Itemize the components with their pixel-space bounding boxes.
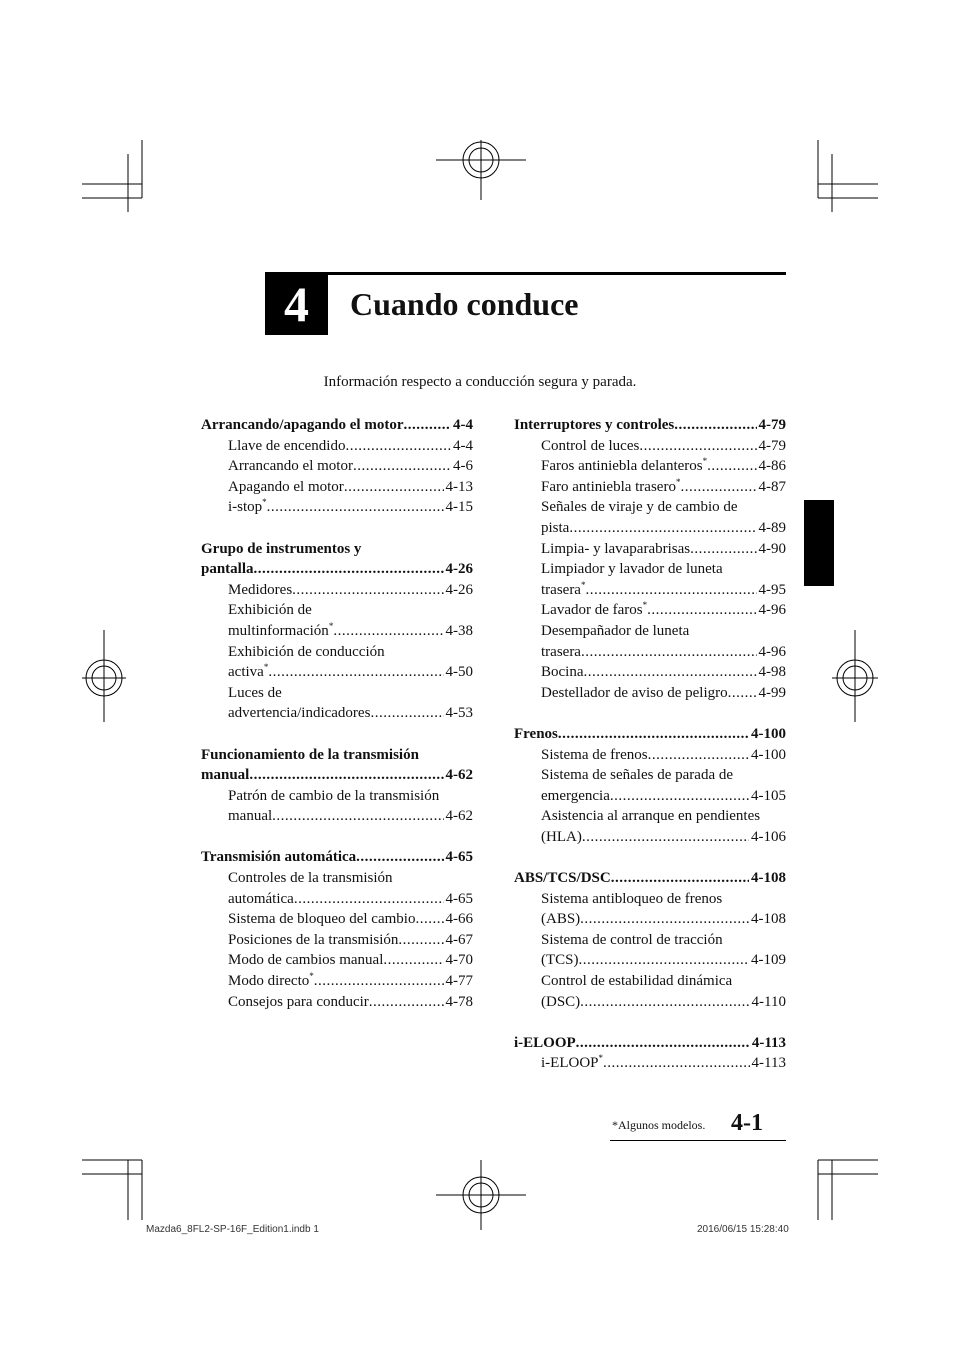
toc-entry-text: Arrancando el motor (228, 458, 353, 475)
toc-right-column (514, 415, 786, 1074)
toc-entry-text: pantalla (201, 561, 254, 578)
toc-page-ref: 4-95 (758, 581, 786, 598)
toc-dot-leader (611, 868, 749, 889)
toc-entry[interactable] (514, 436, 786, 457)
toc-dot-leader (580, 992, 749, 1013)
toc-entry-title (228, 580, 292, 601)
toc-entry-title (514, 868, 611, 889)
toc-entry-title (541, 539, 690, 560)
toc-entry-title (541, 600, 647, 621)
toc-entry-title (201, 765, 249, 786)
toc-entry-text: Faros antiniebla delanteros (541, 458, 703, 475)
chapter-title: Cuando conduce (350, 286, 579, 322)
toc-page-ref: 4-98 (758, 664, 786, 681)
toc-page-ref: 4-106 (751, 828, 786, 845)
toc-entry-text: Control de luces (541, 437, 640, 454)
toc-dot-leader (558, 724, 749, 745)
toc-entry-text: (HLA) (541, 828, 582, 845)
toc-dot-leader (333, 621, 443, 642)
toc-entry[interactable] (201, 909, 473, 930)
toc-entry[interactable] (201, 456, 473, 477)
toc-entry[interactable] (514, 683, 786, 704)
toc-entry-title (228, 436, 345, 457)
toc-entry[interactable] (514, 477, 786, 498)
toc-dot-leader (580, 909, 749, 930)
toc-entry-title (514, 1033, 576, 1054)
toc-entry-text: Posiciones de la transmisión (228, 931, 399, 948)
toc-entry-line: Sistema de control de tracción (541, 931, 723, 948)
toc-page-ref: 4-65 (445, 849, 473, 866)
toc-entry-text: Medidores (228, 581, 293, 598)
toc-entry-title (228, 909, 415, 930)
toc-spacer (201, 827, 473, 848)
toc-entry[interactable] (514, 1053, 786, 1074)
toc-entry-title (201, 415, 404, 436)
toc-page-ref: 4-87 (758, 478, 786, 495)
toc-page-ref: 4-96 (758, 643, 786, 660)
toc-entry-title (541, 518, 569, 539)
toc-entry-title (541, 745, 648, 766)
toc-entry-line: Patrón de cambio de la transmisión (228, 787, 440, 804)
toc-dot-leader (674, 415, 756, 436)
toc-entry-text: Destellador de aviso de peligro (541, 684, 728, 701)
toc-entry[interactable] (514, 909, 786, 930)
toc-entry-title (541, 580, 585, 601)
some-models-asterisk: * (598, 1053, 603, 1064)
some-models-asterisk: * (642, 600, 648, 611)
toc-entry-text: Modo directo (228, 973, 310, 990)
toc-entry[interactable] (514, 539, 786, 560)
toc-entry[interactable] (201, 703, 473, 724)
toc-dot-leader (582, 827, 749, 848)
toc-page-ref: 4-26 (445, 581, 473, 598)
toc-entry-title (228, 930, 398, 951)
toc-entry-title (228, 456, 353, 477)
toc-entry-text: Limpia- y lavaparabrisas (541, 540, 691, 557)
toc-entry-title (541, 909, 580, 930)
toc-entry-text: manual (201, 767, 250, 784)
toc-entry-line: Asistencia al arranque en pendientes (541, 808, 761, 825)
toc-entry-title (541, 786, 610, 807)
toc-entry-text: trasera (541, 581, 581, 598)
toc-entry-text: Apagando el motor (228, 478, 344, 495)
toc-page-ref: 4-4 (453, 417, 473, 433)
toc-entry-title (201, 847, 356, 868)
toc-dot-leader (576, 1033, 750, 1054)
toc-dot-leader (728, 683, 757, 704)
toc-entry[interactable] (201, 950, 473, 971)
toc-entry-text: (DSC) (541, 993, 581, 1010)
toc-section-entry[interactable] (201, 559, 473, 580)
toc-page-ref: 4-89 (758, 519, 786, 536)
toc-page-ref: 4-26 (445, 561, 473, 578)
toc-entry-line: Luces de (228, 684, 282, 701)
toc-entry[interactable] (201, 971, 473, 992)
toc-entry[interactable] (201, 930, 473, 951)
toc-entry-text: pista (541, 519, 570, 536)
toc-entry-title (541, 1053, 603, 1074)
chapter-number: 4 (284, 275, 309, 332)
toc-spacer (514, 847, 786, 868)
toc-dot-leader (569, 518, 756, 539)
toc-entry-title (541, 477, 680, 498)
toc-dot-leader (603, 1053, 750, 1074)
footnote-some-models: *Algunos modelos. (612, 1118, 706, 1132)
toc-entry-title (228, 971, 314, 992)
toc-entry-title (228, 950, 383, 971)
toc-entry-title (541, 662, 584, 683)
page-number: 4-1 (731, 1110, 763, 1136)
toc-dot-leader (370, 703, 443, 724)
toc-dot-leader (268, 662, 443, 683)
toc-dot-leader (353, 456, 451, 477)
toc-section-entry[interactable] (201, 765, 473, 786)
toc-page-ref: 4-50 (445, 664, 473, 681)
toc-entry-title (228, 992, 369, 1013)
toc-page-ref: 4-100 (751, 746, 786, 763)
toc-spacer (201, 518, 473, 539)
toc-page-ref: 4-67 (445, 931, 473, 948)
toc-dot-leader (292, 580, 443, 601)
toc-page-ref: 4-86 (758, 458, 786, 475)
toc-entry-title (541, 992, 580, 1013)
toc-entry-title (228, 703, 370, 724)
toc-page-ref: 4-65 (445, 890, 473, 907)
toc-dot-leader (249, 765, 443, 786)
toc-entry-title (228, 806, 272, 827)
toc-entry[interactable] (514, 518, 786, 539)
toc-entry-text: activa (228, 664, 264, 681)
toc-entry-line: Sistema antibloqueo de frenos (541, 890, 723, 907)
some-models-asterisk: * (328, 620, 334, 631)
toc-dot-leader (707, 456, 756, 477)
toc-section-heading-line: Grupo de instrumentos y (201, 540, 362, 557)
toc-entry[interactable] (514, 642, 786, 663)
toc-entry-text: Transmisión automática (201, 849, 357, 866)
toc-dot-leader (585, 580, 756, 601)
toc-page-ref: 4-108 (751, 870, 786, 887)
toc-entry-text: Arrancando/apagando el motor (201, 417, 404, 433)
toc-entry[interactable] (201, 497, 473, 518)
toc-entry[interactable] (514, 786, 786, 807)
toc-page-ref: 4-77 (445, 973, 473, 990)
toc-page-ref: 4-100 (751, 725, 786, 742)
toc-page-ref: 4-108 (751, 911, 786, 928)
toc-entry[interactable] (514, 662, 786, 683)
toc-page-ref: 4-99 (758, 684, 786, 701)
toc-page-ref: 4-62 (445, 808, 473, 825)
toc-entry-text: i-ELOOP (514, 1034, 576, 1051)
toc-dot-leader (345, 436, 451, 457)
toc-dot-leader (610, 786, 749, 807)
toc-dot-leader (690, 539, 756, 560)
toc-entry-title (541, 642, 581, 663)
toc-entry-text: automática (228, 890, 294, 907)
toc-section-entry[interactable] (514, 724, 786, 745)
toc-entry-line: Sistema de señales de parada de (541, 767, 734, 784)
toc-entry[interactable] (514, 580, 786, 601)
toc-dot-leader (415, 909, 443, 930)
toc-entry-text: Consejos para conducir (228, 993, 369, 1010)
toc-section-entry[interactable] (201, 847, 473, 868)
toc-entry-text: (TCS) (541, 952, 579, 969)
toc-entry-title (201, 559, 254, 580)
toc-page-ref: 4-109 (751, 952, 786, 969)
toc-entry-text: i-stop (228, 499, 263, 516)
toc-entry[interactable] (514, 456, 786, 477)
toc-entry-text: Faro antiniebla trasero (541, 478, 676, 495)
some-models-asterisk: * (309, 971, 314, 982)
toc-entry-text: manual (228, 808, 273, 825)
toc-entry-title (541, 950, 579, 971)
chapter-number-box (265, 272, 328, 335)
toc-entry-title (541, 456, 707, 477)
toc-entry-text: (ABS) (541, 911, 581, 928)
toc-page-ref: 4-79 (758, 437, 786, 454)
toc-page-ref: 4-15 (445, 499, 473, 516)
print-imprint-date: 2016/06/15 15:28:40 (697, 1224, 789, 1235)
print-imprint-file: Mazda6_8FL2-SP-16F_Edition1.indb 1 (146, 1224, 319, 1235)
toc-dot-leader (254, 559, 444, 580)
toc-page-ref: 4-110 (751, 993, 786, 1010)
toc-dot-leader (294, 889, 444, 910)
toc-page-ref: 4-78 (445, 993, 473, 1010)
toc-entry-text: Llave de encendido (228, 437, 346, 454)
toc-page-ref: 4-90 (758, 540, 786, 557)
toc-page-ref: 4-53 (445, 705, 473, 722)
toc-entry-text: Modo de cambios manual (228, 952, 384, 969)
toc-entry[interactable] (201, 889, 473, 910)
toc-page-ref: 4-113 (751, 1034, 786, 1051)
toc-entry-line: Exhibición de conducción (228, 643, 385, 660)
some-models-asterisk: * (675, 476, 681, 487)
toc-dot-leader (272, 806, 443, 827)
toc-entry-text: multinformación (228, 622, 329, 639)
toc-page-ref: 4-4 (453, 437, 473, 454)
toc-section-heading-line: Funcionamiento de la transmisión (201, 746, 419, 763)
toc-entry[interactable] (514, 827, 786, 848)
toc-entry-title (541, 827, 582, 848)
toc-entry-text: Sistema de frenos (541, 746, 648, 763)
toc-left-column (201, 415, 473, 1012)
toc-entry-text: emergencia (541, 787, 610, 804)
toc-entry-text: Lavador de faros (541, 602, 643, 619)
toc-entry-title (541, 436, 639, 457)
toc-entry[interactable] (514, 745, 786, 766)
chapter-thumb-tab (804, 500, 834, 586)
toc-section-entry[interactable] (201, 415, 473, 436)
toc-entry[interactable] (201, 621, 473, 642)
toc-entry[interactable] (201, 580, 473, 601)
toc-dot-leader (579, 950, 750, 971)
toc-entry-line: Exhibición de (228, 602, 312, 619)
toc-entry-title (228, 662, 268, 683)
toc-entry[interactable] (201, 436, 473, 457)
toc-entry-text: i-ELOOP (541, 1055, 599, 1072)
toc-page-ref: 4-79 (758, 417, 786, 433)
toc-page-ref: 4-70 (445, 952, 473, 969)
toc-page-ref: 4-6 (453, 458, 473, 475)
toc-entry-title (228, 621, 333, 642)
toc-entry-line: Controles de la transmisión (228, 870, 393, 887)
toc-page-ref: 4-105 (751, 787, 786, 804)
toc-entry[interactable] (514, 992, 786, 1013)
toc-entry[interactable] (201, 992, 473, 1013)
some-models-asterisk: * (262, 497, 267, 508)
toc-dot-leader (647, 600, 756, 621)
toc-entry-title (541, 683, 728, 704)
toc-entry-text: Sistema de bloqueo del cambio (228, 911, 416, 928)
toc-dot-leader (344, 477, 444, 498)
toc-dot-leader (404, 415, 452, 436)
toc-spacer (514, 1012, 786, 1033)
toc-spacer (514, 703, 786, 724)
toc-entry-line: Señales de viraje y de cambio de (541, 499, 738, 516)
toc-entry-text: advertencia/indicadores (228, 705, 371, 722)
toc-entry-line: Desempañador de luneta (541, 622, 690, 639)
toc-dot-leader (314, 971, 444, 992)
chapter-title-rule (328, 272, 786, 275)
toc-page-ref: 4-96 (758, 602, 786, 619)
toc-dot-leader (383, 950, 443, 971)
toc-entry-text: trasera (541, 643, 581, 660)
toc-dot-leader (648, 745, 749, 766)
some-models-asterisk: * (580, 579, 586, 590)
toc-page-ref: 4-113 (751, 1055, 786, 1072)
toc-entry-text: Interruptores y controles (514, 417, 675, 433)
toc-entry-text: Bocina (541, 664, 584, 681)
toc-section-entry[interactable] (514, 415, 786, 436)
toc-entry-title (514, 415, 674, 436)
some-models-asterisk: * (263, 662, 269, 673)
toc-dot-leader (398, 930, 443, 951)
chapter-intro: Información respecto a conducción segura y parada. (323, 374, 637, 390)
toc-entry-text: ABS/TCS/DSC (514, 870, 611, 887)
toc-entry[interactable] (201, 806, 473, 827)
toc-entry-title (228, 889, 294, 910)
toc-entry-title (228, 477, 344, 498)
toc-dot-leader (584, 662, 757, 683)
toc-entry-text: Frenos (514, 725, 558, 742)
toc-spacer (201, 724, 473, 745)
toc-dot-leader (680, 477, 756, 498)
toc-entry-line: Control de estabilidad dinámica (541, 973, 733, 990)
footer-rule (610, 1140, 786, 1141)
toc-entry-title (228, 497, 267, 518)
toc-dot-leader (369, 992, 444, 1013)
toc-dot-leader (356, 847, 443, 868)
toc-entry-line: Limpiador y lavador de luneta (541, 561, 723, 578)
toc-entry[interactable] (201, 662, 473, 683)
toc-dot-leader (267, 497, 444, 518)
toc-entry[interactable] (201, 477, 473, 498)
toc-page-ref: 4-62 (445, 767, 473, 784)
toc-section-entry[interactable] (514, 1033, 786, 1054)
toc-dot-leader (581, 642, 757, 663)
some-models-asterisk: * (702, 456, 708, 467)
toc-entry-title (514, 724, 558, 745)
toc-entry[interactable] (514, 950, 786, 971)
toc-page-ref: 4-13 (445, 478, 473, 495)
toc-page-ref: 4-66 (445, 911, 473, 928)
toc-page-ref: 4-38 (445, 622, 473, 639)
toc-entry[interactable] (514, 600, 786, 621)
toc-section-entry[interactable] (514, 868, 786, 889)
toc-dot-leader (639, 436, 756, 457)
